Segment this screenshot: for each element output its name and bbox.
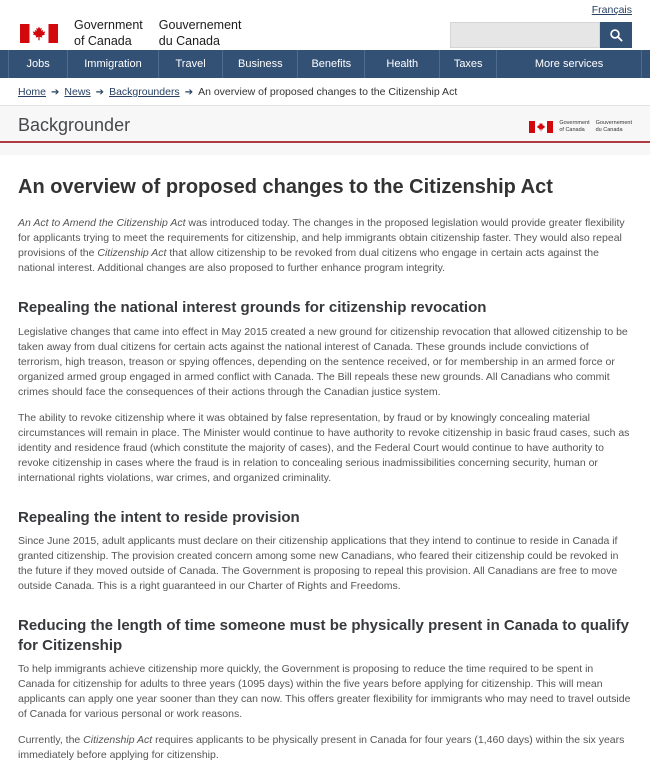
search-input[interactable]: [450, 22, 600, 48]
section1-paragraph-1: Legislative changes that came into effect in May 2015 created a new ground for citizenship revocation that allowed citizenship to be taken away from dual citizens for certain acts against the national interest of Canada. These grounds include convictions of terrorism, high treason, treason or spying offences, depending on the sentence received, or for membership in an armed force or organized armed group engaged in armed conflict with Canada. The Bill repeals these new grounds. All Canadians who commit crimes should face the consequences of their actions through the Canadian justice system.: [18, 325, 628, 398]
nav-item-business[interactable]: Business: [222, 50, 297, 78]
breadcrumb-arrow-icon: ➔: [184, 86, 194, 98]
nav-item-health[interactable]: Health: [364, 50, 439, 78]
mini-signature-french: Gouvernement du Canada: [595, 119, 632, 133]
site-search: [450, 22, 632, 48]
signature-english: Government of Canada: [74, 18, 143, 48]
article-content: [0, 155, 650, 763]
section3-paragraph-1: To help immigrants achieve citizenship more quickly, the Government is proposing to reduce the time required to be spent in Canada for citizenship for adults to three years (1095 days) within the five years before applying for citizenship. This will mean applicants can apply one year sooner than they can now. This offers greater flexibility for immigrants who may need to travel outside of Canada for various personal or work reasons.: [18, 663, 631, 720]
banner-title: Backgrounder: [18, 115, 131, 135]
page-title: An overview of proposed changes to the Citizenship Act: [18, 176, 553, 198]
backgrounder-banner: [0, 105, 650, 155]
section-heading-national-interest: Repealing the national interest grounds for citizenship revocation: [18, 299, 487, 316]
language-toggle-link[interactable]: Français: [591, 4, 632, 16]
nav-item-benefits[interactable]: Benefits: [297, 50, 364, 78]
nav-item-taxes[interactable]: Taxes: [439, 50, 496, 78]
breadcrumb-link-backgrounders[interactable]: Backgrounders: [109, 86, 180, 98]
section2-paragraph-1: Since June 2015, adult applicants must declare on their citizenship applications that they intend to continue to reside in Canada if granted citizenship. The provision created concern among some new Canadians, who feared their citizenship could be revoked in the future if they moved outside of Canada. The Government is proposing to repeal this provision. All Canadians are free to move outside Canada. This is a right guaranteed in our Charter of Rights and Freedoms.: [18, 535, 619, 592]
nav-item-immigration[interactable]: Immigration: [67, 50, 157, 78]
site-header: [0, 0, 650, 50]
mini-signature-english: Government of Canada: [559, 119, 590, 133]
nav-item-travel[interactable]: Travel: [158, 50, 223, 78]
main-navigation: [0, 50, 650, 78]
intro-paragraph: An Act to Amend the Citizenship Act was introduced today. The changes in the proposed legislation would provide greater flexibility for applicants trying to meet the requirements for citizenship, and help immigrants obtain citizenship faster. They would also repeal provisions of the Citizenship Act that allow citizenship to be revoked from dual citizens who engage in certain acts against the national interest. Additional changes are also proposed to further enhance program integrity.: [18, 217, 625, 274]
breadcrumb-current-page: An overview of proposed changes to the Citizenship Act: [198, 86, 458, 98]
section-heading-physical-presence: Reducing the length of time someone must be physically present in Canada to qualify for Citizenship: [18, 617, 629, 654]
magnifier-icon: [609, 28, 624, 43]
breadcrumb-arrow-icon: ➔: [95, 86, 105, 98]
breadcrumb-arrow-icon: ➔: [51, 86, 60, 98]
nav-item-jobs[interactable]: Jobs: [8, 50, 67, 78]
search-button[interactable]: [600, 22, 632, 48]
banner-padding: [0, 143, 650, 155]
canada-flag-icon: [529, 121, 553, 133]
mini-government-signature: [529, 120, 632, 136]
nav-item-more-services[interactable]: More services: [496, 50, 642, 78]
breadcrumb-link-home[interactable]: Home: [18, 86, 47, 98]
section3-paragraph-2: Currently, the Citizenship Act requires applicants to be physically present in Canada for four years (1,460 days) within the six years immediately before applying for citizenship.: [18, 734, 625, 761]
breadcrumb: [0, 78, 650, 105]
section-heading-intent-to-reside: Repealing the intent to reside provision: [18, 508, 300, 526]
signature-french: Gouvernement du Canada: [158, 18, 242, 48]
section1-paragraph-2: The ability to revoke citizenship where it was obtained by false representation, by fraud or by knowingly concealing material circumstances will remain in place. The Minister would continue to have authority to revoke citizenship in basic fraud cases, such as identity and residence fraud (which constitute the majority of cases), and the Federal Court would continue to have authority to revoke citizenship in cases where the fraud is in relation to concealing serious inadmissibilities concerning security, human or international rights violations, war crimes, and organized criminality.: [18, 411, 630, 484]
breadcrumb-link-news[interactable]: News: [64, 86, 91, 98]
canada-flag-icon: [20, 24, 58, 43]
